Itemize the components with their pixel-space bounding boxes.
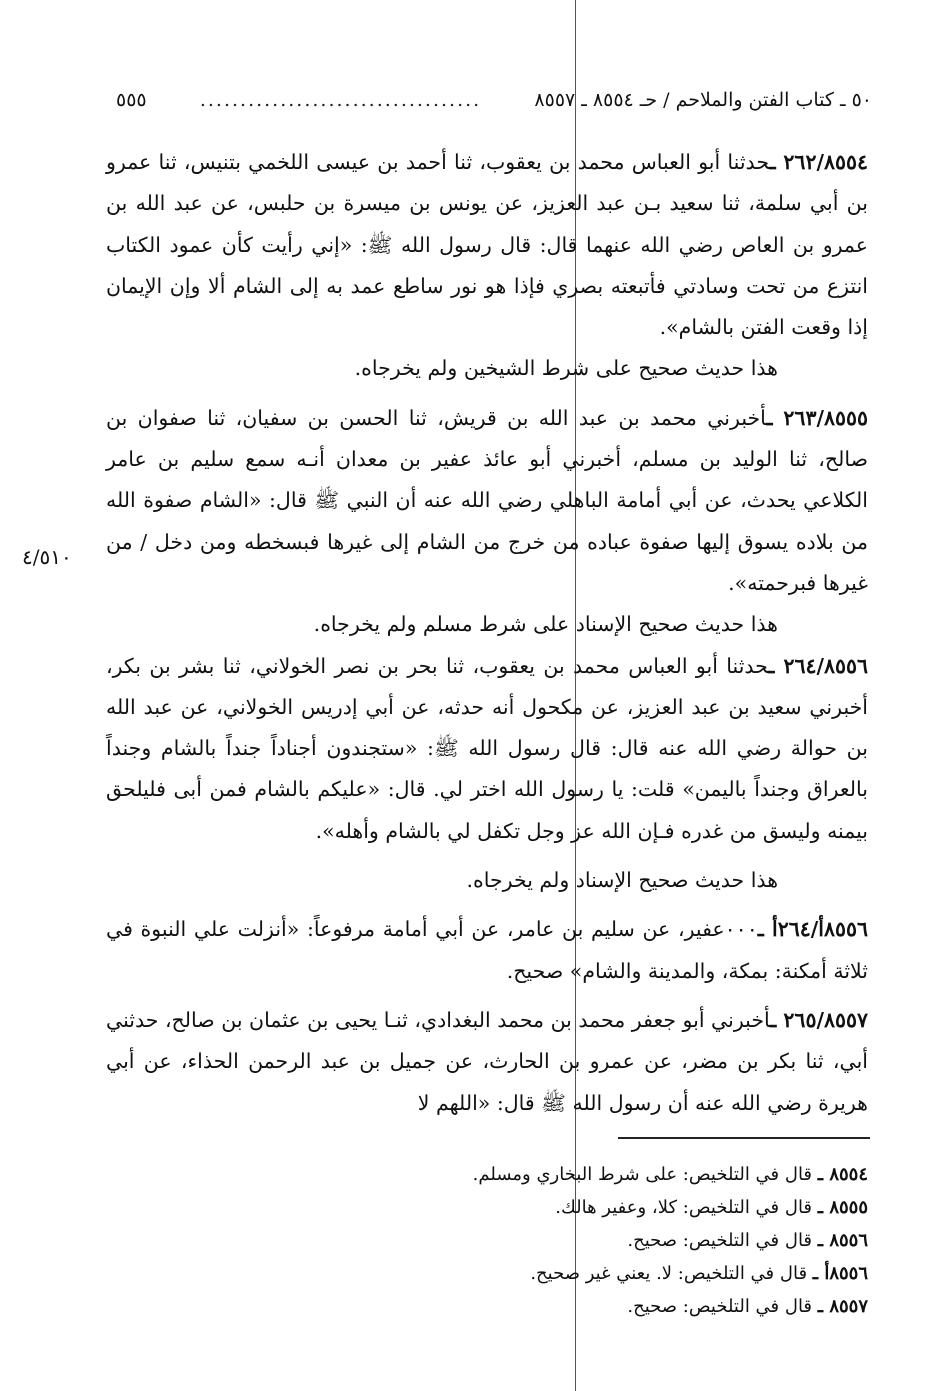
footnote-number: ٨٥٥٦أ ـ [812, 1263, 868, 1284]
hadith-number: ٢٦٣/٨٥٥٥ ـ [766, 405, 868, 430]
hadith-text: أخبرني أبو جعفر محمد بن محمد البغدادي، ثنـا يحيى بن عثمان بن صالح، حدثني أبي، ثنا بكر بن مضر، عن عمرو بن الحارث، عن جميل بن عبد الرحمن الحذاء، عن أبي هريرة رضي الله عنه أن رسول الله ﷺ قال: «اللهم لا [106, 1007, 868, 1115]
hadith-text: حدثنا أبو العباس محمد بن يعقوب، ثنا بحر بن نصر الخولاني، ثنا بشر بن بكر، أخبرني سعيد بن عبد العزيز، عن مكحول أنه حدثه، عن أبي إدريس الخولاني، عن عبد الله بن حوالة رضي الله عنه قال: قال رسول الله ﷺ: «ستجندون أجناداً جنداً بالشام وجنداً بالعراق وجنداً باليمن» قلت: يا رسول الله اختر لي. قال: «عليكم بالشام فمن أبى فليلحق بيمنه وليسق من غدره فـإن الله عز وجل تكفل لي بالشام وأهله». [106, 653, 868, 843]
grading-line: هذا حديث صحيح الإسناد على شرط مسلم ولم يخرجاه. [313, 612, 778, 637]
footnote-text: قال في التلخيص: صحيح. [627, 1230, 813, 1251]
footnotes [300, 1158, 868, 1323]
footnote [300, 1290, 868, 1323]
hadith-entry [106, 1000, 868, 1124]
footnote [300, 1257, 868, 1290]
grading-line: هذا حديث صحيح الإسناد ولم يخرجاه. [466, 868, 778, 893]
page-number: ٥٥٥ [116, 89, 147, 111]
hadith-entry [106, 142, 868, 348]
footnote-number: ٨٥٥٦ ـ [817, 1230, 868, 1251]
footnote-number: ٨٥٥٥ ـ [817, 1197, 868, 1218]
footnote [300, 1158, 868, 1191]
hadith-text: ٠٠٠عفير، عن سليم بن عامر، عن أبي أمامة مرفوعاً: «أنزلت علي النبوة في ثلاثة أمكنة: بمكة، والمدينة والشام» صحيح. [106, 917, 868, 983]
footnote-text: قال في التلخيص: كلا، وعفير هالك. [555, 1197, 813, 1218]
footnote [300, 1224, 868, 1257]
running-header [116, 84, 872, 116]
footnote-separator [618, 1137, 870, 1139]
margin-reference: ٤/٥١٠ [22, 545, 72, 569]
hadith-number: ٢٦٥/٨٥٥٧ ـ [770, 1007, 868, 1032]
hadith-entry [106, 909, 868, 992]
hadith-number: ٢٦٢/٨٥٥٤ ـ [769, 150, 868, 174]
footnote-text: قال في التلخيص: على شرط البخاري ومسلم. [472, 1164, 813, 1185]
header-title: ٥٠ ـ كتاب الفتن والملاحم / حـ ٨٥٥٤ ـ ٨٥٥٧ [534, 89, 872, 111]
footnote-text: قال في التلخيص: صحيح. [627, 1296, 813, 1317]
footnote-text: قال في التلخيص: لا. يعني غير صحيح. [530, 1263, 808, 1284]
hadith-text: أخبرني محمد بن عبد الله بن قريش، ثنا الحسن بن سفيان، ثنا صفوان بن صالح، ثنا الوليد بن مسلم، أخبرني أبو عائذ عفير بن معدان أنـه سمع سليم بن عامر الكلاعي يحدث، عن أبي أمامة الباهلي رضي الله عنه أن النبي ﷺ قال: «الشام صفوة الله من بلاده يسوق إليها صفوة عباده من خرج من الشام إلى غيرها فبسخطه ومن دخل / من غيرها فبرحمته». [106, 405, 868, 595]
grading-line: هذا حديث صحيح على شرط الشيخين ولم يخرجاه. [354, 356, 778, 381]
footnote-number: ٨٥٥٤ ـ [817, 1164, 868, 1185]
hadith-entry [106, 398, 868, 604]
footnote [300, 1191, 868, 1224]
hadith-entry [106, 646, 868, 852]
header-leader-dots: ................................... [199, 89, 482, 111]
hadith-number: ٨٥٥٦أ/٢٦٤أ ـ [757, 917, 868, 942]
hadith-number: ٢٦٤/٨٥٥٦ ـ [768, 653, 868, 678]
main-text [106, 142, 868, 1124]
footnote-number: ٨٥٥٧ ـ [817, 1296, 868, 1317]
hadith-text: حدثنا أبو العباس محمد بن يعقوب، ثنا أحمد بن عيسى اللخمي بتنيس، ثنا عمرو بن أبي سلمة، ثنا سعيد بـن عبد العزيز، عن يونس بن ميسرة بن حلبس، عن عبد الله بن عمرو بن العاص رضي الله عنهما قال: قال رسول الله ﷺ: «إني رأيت كأن عمود الكتاب انتزع من تحت وسادتي فأتبعته بصري فإذا هو نور ساطع عمد به إلى الشام ألا وإن الإيمان إذا وقعت الفتن بالشام». [106, 150, 868, 340]
